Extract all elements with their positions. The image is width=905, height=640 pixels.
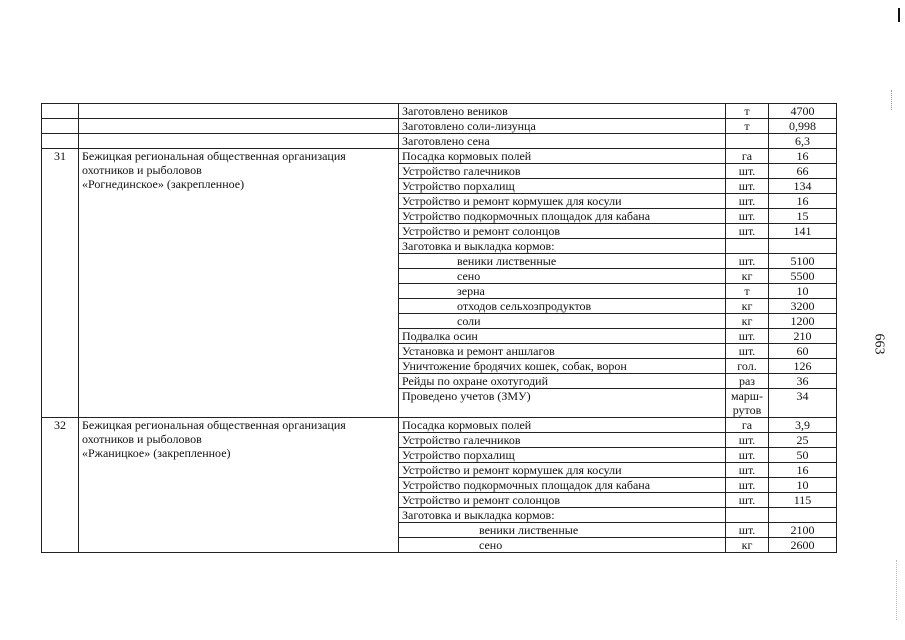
organization-cell xyxy=(79,418,399,553)
unit-cell xyxy=(726,508,769,523)
unit-cell: шт. xyxy=(726,329,769,344)
unit-cell: кг xyxy=(726,538,769,553)
value-cell: 25 xyxy=(769,433,837,448)
unit-cell: шт. xyxy=(726,164,769,179)
activity-cell: Установка и ремонт аншлагов xyxy=(399,344,726,359)
activity-cell: Проведено учетов (ЗМУ) xyxy=(399,389,726,418)
value-cell: 60 xyxy=(769,344,837,359)
activity-cell: сено xyxy=(399,538,726,553)
unit-cell: шт. xyxy=(726,254,769,269)
value-cell: 5500 xyxy=(769,269,837,284)
organization-line: охотников и рыболовов xyxy=(82,432,202,446)
value-cell: 10 xyxy=(769,284,837,299)
activity-cell: Устройство порхалищ xyxy=(399,179,726,194)
value-cell: 36 xyxy=(769,374,837,389)
table-row xyxy=(42,134,837,149)
unit-cell: шт. xyxy=(726,194,769,209)
activity-cell: Посадка кормовых полей xyxy=(399,149,726,164)
unit-cell: шт. xyxy=(726,493,769,508)
value-cell: 66 xyxy=(769,164,837,179)
activity-cell: Заготовка и выкладка кормов: xyxy=(399,508,726,523)
activity-cell: Уничтожение бродячих кошек, собак, ворон xyxy=(399,359,726,374)
row-number xyxy=(42,119,79,134)
value-cell: 134 xyxy=(769,179,837,194)
table-row xyxy=(42,149,837,164)
activity-cell: Заготовлено веников xyxy=(399,104,726,119)
unit-cell: т xyxy=(726,119,769,134)
organization-line: охотников и рыболовов xyxy=(82,163,202,177)
unit-cell: гол. xyxy=(726,359,769,374)
row-number: 31 xyxy=(42,149,79,418)
value-cell: 3,9 xyxy=(769,418,837,433)
organization-line: Бежицкая региональная общественная организация xyxy=(82,149,346,163)
value-cell: 210 xyxy=(769,329,837,344)
activity-cell: Устройство галечников xyxy=(399,164,726,179)
activity-cell: отходов сельхозпродуктов xyxy=(399,299,726,314)
unit-cell: га xyxy=(726,418,769,433)
unit-cell: марш- рутов xyxy=(726,389,769,418)
activity-cell: Заготовлено соли-лизунца xyxy=(399,119,726,134)
unit-cell: шт. xyxy=(726,224,769,239)
organization-cell xyxy=(79,104,399,119)
value-cell: 16 xyxy=(769,194,837,209)
organization-line: «Рогнединское» (закрепленное) xyxy=(82,177,245,191)
scan-edge-dots xyxy=(896,560,898,620)
value-cell: 1200 xyxy=(769,314,837,329)
activities-table xyxy=(41,103,837,553)
value-cell: 16 xyxy=(769,463,837,478)
activity-cell: Устройство галечников xyxy=(399,433,726,448)
table-row xyxy=(42,119,837,134)
value-cell: 16 xyxy=(769,149,837,164)
activity-cell: веники лиственные xyxy=(399,523,726,538)
activity-cell: зерна xyxy=(399,284,726,299)
value-cell: 126 xyxy=(769,359,837,374)
organization-line: Бежицкая региональная общественная организация xyxy=(82,418,346,432)
unit-cell: шт. xyxy=(726,463,769,478)
activity-cell: Посадка кормовых полей xyxy=(399,418,726,433)
activity-cell: Устройство и ремонт солонцов xyxy=(399,493,726,508)
unit-cell: шт. xyxy=(726,209,769,224)
unit-cell: раз xyxy=(726,374,769,389)
page-number: 663 xyxy=(871,333,887,355)
activity-cell: Устройство подкормочных площадок для кабана xyxy=(399,478,726,493)
organization-cell xyxy=(79,149,399,418)
unit-cell: га xyxy=(726,149,769,164)
table-row xyxy=(42,104,837,119)
activity-cell: соли xyxy=(399,314,726,329)
unit-cell: т xyxy=(726,104,769,119)
value-cell xyxy=(769,239,837,254)
unit-cell: шт. xyxy=(726,478,769,493)
organization-line: «Ржаницкое» (закрепленное) xyxy=(82,446,231,460)
value-cell: 115 xyxy=(769,493,837,508)
unit-cell xyxy=(726,239,769,254)
unit-cell: кг xyxy=(726,269,769,284)
scan-edge-dots xyxy=(891,90,893,110)
activity-cell: Устройство порхалищ xyxy=(399,448,726,463)
unit-cell: т xyxy=(726,284,769,299)
activity-cell: сено xyxy=(399,269,726,284)
unit-cell: шт. xyxy=(726,179,769,194)
row-number xyxy=(42,104,79,119)
unit-cell: кг xyxy=(726,299,769,314)
value-cell: 2100 xyxy=(769,523,837,538)
activity-cell: Заготовка и выкладка кормов: xyxy=(399,239,726,254)
scan-edge-mark xyxy=(898,8,900,22)
unit-cell: шт. xyxy=(726,344,769,359)
activity-cell: Рейды по охране охотугодий xyxy=(399,374,726,389)
row-number: 32 xyxy=(42,418,79,553)
unit-cell: шт. xyxy=(726,448,769,463)
value-cell: 10 xyxy=(769,478,837,493)
organization-cell xyxy=(79,134,399,149)
table-row xyxy=(42,418,837,433)
activity-cell: Устройство подкормочных площадок для кабана xyxy=(399,209,726,224)
value-cell xyxy=(769,508,837,523)
row-number xyxy=(42,134,79,149)
activity-cell: веники лиственные xyxy=(399,254,726,269)
activity-cell: Устройство и ремонт солонцов xyxy=(399,224,726,239)
value-cell: 34 xyxy=(769,389,837,418)
value-cell: 0,998 xyxy=(769,119,837,134)
value-cell: 15 xyxy=(769,209,837,224)
value-cell: 50 xyxy=(769,448,837,463)
value-cell: 4700 xyxy=(769,104,837,119)
unit-cell: шт. xyxy=(726,523,769,538)
value-cell: 5100 xyxy=(769,254,837,269)
activity-cell: Подвалка осин xyxy=(399,329,726,344)
value-cell: 3200 xyxy=(769,299,837,314)
unit-cell: кг xyxy=(726,314,769,329)
value-cell: 2600 xyxy=(769,538,837,553)
activity-cell: Заготовлено сена xyxy=(399,134,726,149)
unit-cell xyxy=(726,134,769,149)
value-cell: 6,3 xyxy=(769,134,837,149)
value-cell: 141 xyxy=(769,224,837,239)
unit-cell: шт. xyxy=(726,433,769,448)
activity-cell: Устройство и ремонт кормушек для косули xyxy=(399,463,726,478)
organization-cell xyxy=(79,119,399,134)
activity-cell: Устройство и ремонт кормушек для косули xyxy=(399,194,726,209)
